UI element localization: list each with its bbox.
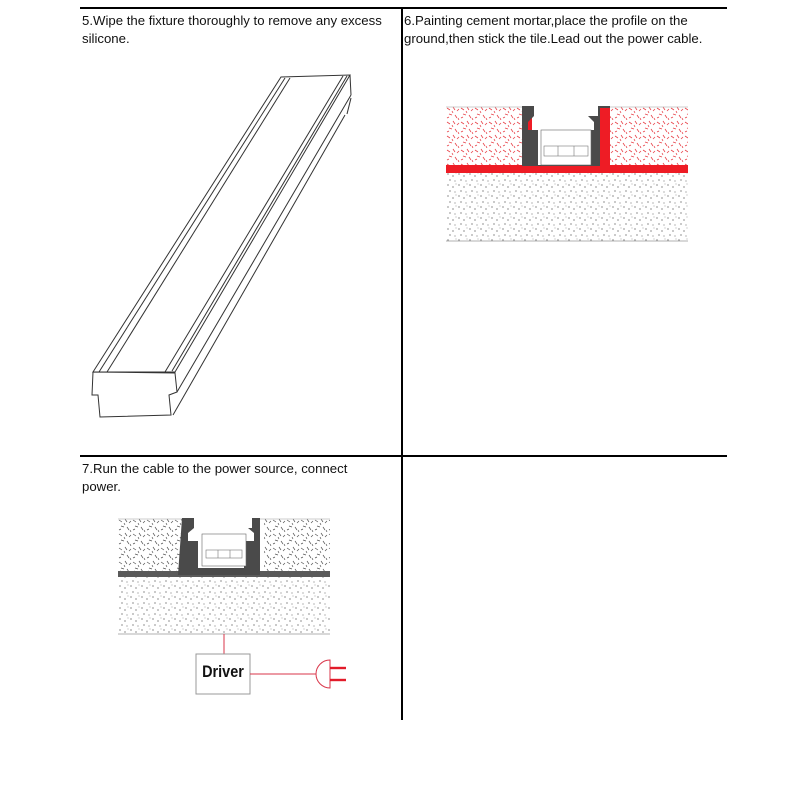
power-plug-icon: [316, 660, 330, 688]
step-6-figure-cross-section: [446, 106, 690, 246]
aluminum-profile-illustration: [85, 70, 375, 420]
table-top-border: [80, 7, 727, 9]
cross-section-mortar-illustration: [446, 106, 690, 246]
step-7-text: 7.Run the cable to the power source, connect power.: [82, 461, 348, 494]
step-6-text: 6.Painting cement mortar,place the profile on the ground,then stick the tile.Lead out the power cable.: [404, 13, 703, 46]
step-5-figure-profile-isometric: [85, 70, 375, 420]
table-horizontal-divider: [80, 455, 727, 457]
step-5-text: 5.Wipe the fixture thoroughly to remove any excess silicone.: [82, 13, 382, 46]
driver-label: Driver: [202, 662, 244, 681]
table-vertical-divider: [401, 7, 403, 720]
